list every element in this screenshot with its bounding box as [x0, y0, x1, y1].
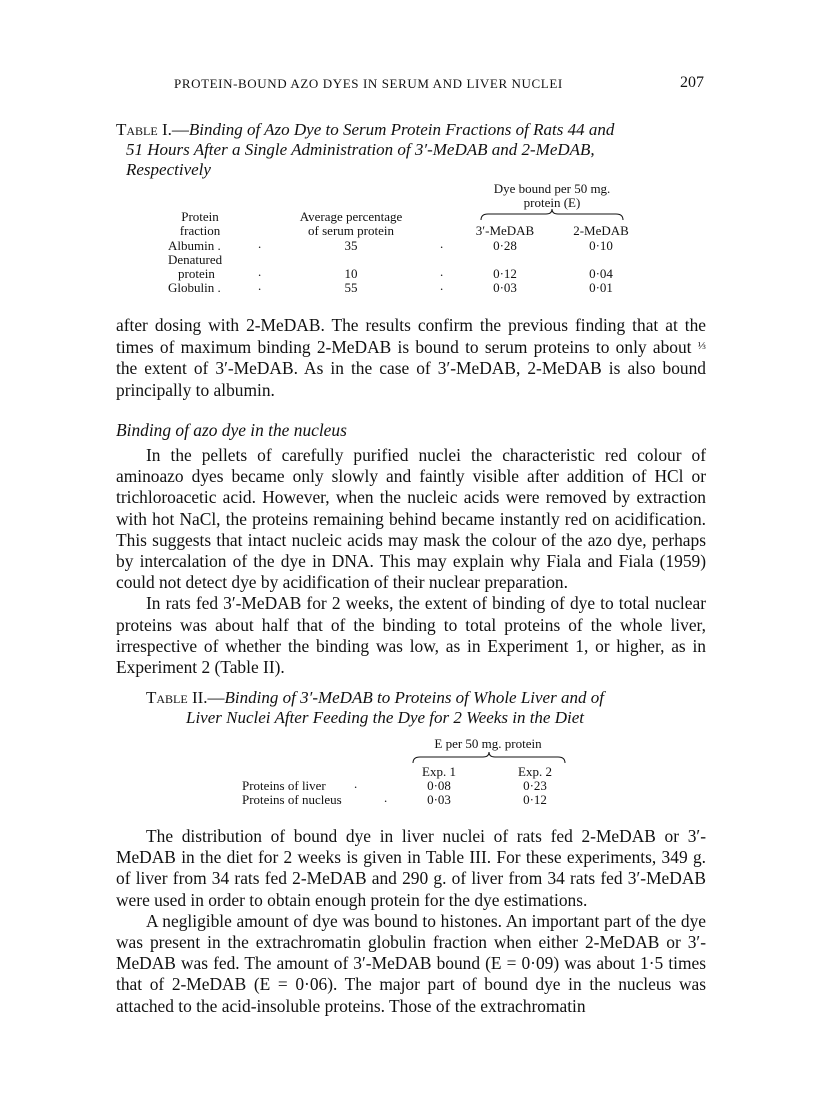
paragraph-1 [116, 315, 706, 401]
table1-col-fraction-line1: Protein [181, 209, 219, 224]
table1-caption-line3: Respectively [126, 160, 211, 179]
table1-label: Table I. [116, 120, 172, 139]
closing-body [116, 826, 706, 1017]
table2-col-exp1: Exp. 1 [422, 764, 456, 779]
table2-caption [146, 688, 706, 728]
table2-row1-dots: . [354, 776, 358, 791]
table1-row1-pct: 35 [344, 238, 358, 253]
table2-row2-e2: 0·12 [523, 792, 547, 807]
table2-col-exp2: Exp. 2 [518, 764, 552, 779]
table2-dash: — [207, 688, 225, 707]
table1-leader-dot: . [440, 236, 444, 251]
table1-leader-dot: . [258, 236, 262, 251]
table2-row1-label: Proteins of liver [242, 778, 326, 793]
table2-row2-dots: . [384, 790, 388, 805]
table1-row2-pct: 10 [344, 266, 358, 281]
table1-row2-v3: 0·12 [493, 266, 517, 281]
para1-text-a: after dosing with 2-MeDAB. The results confirm the previous finding that at the times of maximum binding 2-MeDAB is bound to serum proteins to only about [116, 315, 706, 358]
table2-caption-line1: Binding of 3′-MeDAB to Proteins of Whole Liver and of [224, 688, 604, 707]
table2-row1-e1: 0·08 [427, 778, 451, 793]
table1-row1-v3: 0·28 [493, 238, 517, 253]
table2-row2-label: Proteins of nucleus [242, 792, 342, 807]
table1-col-2medab: 2-MeDAB [573, 223, 629, 238]
table1-row1-v2: 0·10 [589, 238, 613, 253]
section-heading: Binding of azo dye in the nucleus [116, 420, 347, 440]
running-title: PROTEIN-BOUND AZO DYES IN SERUM AND LIVER NUCLEI [174, 76, 563, 91]
table1-group-header-line1: Dye bound per 50 mg. [493, 181, 611, 196]
table1-row3-fraction: Globulin . [168, 280, 221, 295]
table1-caption [116, 120, 716, 180]
table1-leader-dot: . [440, 278, 444, 293]
table1-dash: — [171, 120, 189, 139]
para1-text-b: the extent of 3′-MeDAB. As in the case of 3′-MeDAB, 2-MeDAB is also bound principally to albumin. [116, 358, 706, 400]
section-body [116, 445, 706, 678]
table1-brace [480, 208, 624, 222]
paragraph-2: In the pellets of carefully purified nuclei the characteristic red colour of aminoazo dyes became only slowly and faintly visible after addition of HCl or trichloroacetic acid. However, when the nucleic acids were removed by extraction with hot NaCl, the proteins remaining behind became instantly red on acidification. This suggests that intact nucleic acids may mask the colour of the azo dye, perhaps by intercalation of the dye in DNA. This may explain why Fiala and Fiala (1959) could not detect dye by acidification of their nuclear preparation. [116, 445, 706, 593]
table1-col-pct-line1: Average percentage [299, 209, 403, 224]
table1-group-header-line2: protein (E) [523, 195, 581, 210]
table1-col-fraction-line2: fraction [179, 223, 221, 238]
table2-row1-e2: 0·23 [523, 778, 547, 793]
table1-row2-fraction2: protein [178, 266, 215, 281]
fraction-one-third: ⅓ [697, 340, 706, 353]
paragraph-4: The distribution of bound dye in liver nuclei of rats fed 2-MeDAB or 3′-MeDAB in the diet for 2 weeks is given in Table III. For these experiments, 349 g. of liver from 34 rats fed 2-MeDAB and 290 g. of liver from 34 rats fed 3′-MeDAB were used in order to obtain enough protein for the dye estimations. [116, 826, 706, 910]
table1-leader-dot: . [440, 264, 444, 279]
table2-brace [412, 751, 566, 765]
page-number: 207 [680, 74, 704, 91]
table2-label: Table II. [146, 688, 208, 707]
paragraph-5: A negligible amount of dye was bound to histones. An important part of the dye was present in the extrachromatin globulin fraction when either 2-MeDAB or 3′-MeDAB was fed. The amount of 3′-MeDAB bound (E = 0·09) was about 1·5 times that of 2-MeDAB (E = 0·06). The major part of bound dye in the nucleus was attached to the acid-insoluble proteins. Those of the extrachromatin [116, 910, 706, 1016]
table1-caption-line2: 51 Hours After a Single Administration of 3′-MeDAB and 2-MeDAB, [126, 140, 595, 159]
table1-leader-dot: . [258, 278, 262, 293]
paragraph-3: In rats fed 3′-MeDAB for 2 weeks, the extent of binding of dye to total nuclear proteins was about half that of the binding to total proteins of the whole liver, irrespective of whether the binding was low, as in Experiment 1, or higher, as in Experiment 2 (Table II). [116, 593, 706, 678]
table2-row2-e1: 0·03 [427, 792, 451, 807]
table1-col-pct-line2: of serum protein [308, 223, 394, 238]
table1-row2-v2: 0·04 [589, 266, 613, 281]
table1-row3-v2: 0·01 [589, 280, 613, 295]
table1-leader-dot: . [258, 264, 262, 279]
table1-row1-fraction: Albumin . [168, 238, 221, 253]
table1-row2-fraction: Denatured [168, 252, 223, 267]
table1-row3-v3: 0·03 [493, 280, 517, 295]
table1-row3-pct: 55 [344, 280, 358, 295]
table1-col-3medab: 3′-MeDAB [475, 223, 535, 238]
table1-caption-line1: Binding of Azo Dye to Serum Protein Fractions of Rats 44 and [188, 120, 615, 139]
table2-caption-line2: Liver Nuclei After Feeding the Dye for 2 Weeks in the Diet [186, 708, 584, 727]
table2-group-header: E per 50 mg. protein [434, 736, 542, 751]
